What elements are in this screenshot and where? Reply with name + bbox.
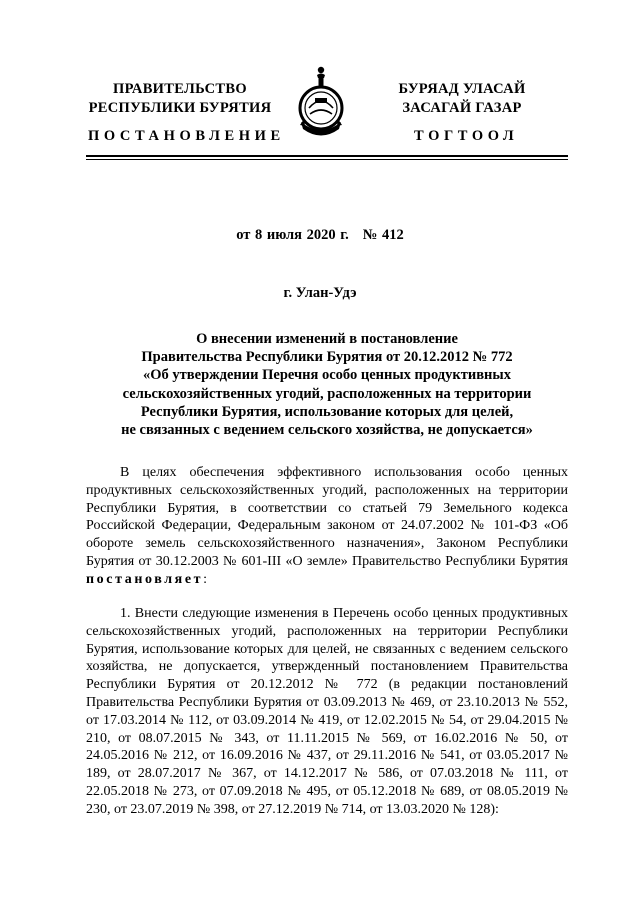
- header-left-line2: РЕСПУБЛИКИ БУРЯТИЯ: [88, 100, 272, 116]
- doc-type-left: ПОСТАНОВЛЕНИЕ: [88, 128, 285, 144]
- header-left-block: [50, 80, 310, 118]
- header-left-line1: ПРАВИТЕЛЬСТВО: [113, 81, 247, 97]
- doc-date: от 8 июля 2020 г.: [236, 227, 349, 243]
- body-paragraph-2: [86, 605, 568, 819]
- header-right-line2: ЗАСАГАЙ ГАЗАР: [402, 100, 522, 116]
- title-line: не связанных с ведением сельского хозяйства, не допускается»: [121, 422, 533, 439]
- title-line: сельскохозяйственных угодий, расположенных на территории: [122, 385, 532, 402]
- body-paragraph-1: [86, 464, 568, 589]
- title-line: Правительства Республики Бурятия от 20.12.2012 № 772: [141, 349, 513, 366]
- header-right-block: [332, 80, 592, 118]
- doc-type-right: ТОГТООЛ: [414, 128, 519, 144]
- p2-text: 1. Внести следующие изменения в Перечень особо ценных продуктивных сельскохозяйственных угодий, расположенных на территории Республики Бурятия, использование которых для целей, не связанных с ведением сельского хозяйства, не допускается, утвержденный постановлением Правительства Республики Бурятия от 20.12.2012 № 772 (в редакции постановлений Правительства Республики Бурятия от 03.09.2013 № 469, от 23.10.2013 № 552, от 17.03.2014 № 112, от 03.09.2014 № 419, от 12.02.2015 № 54, от 29.04.2015 № 210, от 08.07.2015 № 343, от 11.11.2015 № 569, от 16.02.2016 № 50, от 24.05.2016 № 212, от 16.09.2016 № 437, от 29.11.2016 № 541, от 03.05.2017 № 189, от 28.07.2017 № 367, от 14.12.2017 № 586, от 07.03.2018 № 111, от 22.05.2018 № 273, от 07.09.2018 № 495, от 05.12.2018 № 689, от 08.05.2019 № 230, от 23.07.2019 № 398, от 27.12.2019 № 714, от 13.03.2020 № 128):: [86, 606, 568, 817]
- date-line: [0, 227, 640, 244]
- title-line: Республики Бурятия, использование которых для целей,: [140, 403, 514, 420]
- doc-title: [86, 330, 568, 439]
- doc-number: № 412: [362, 227, 404, 243]
- header-rule-thick: [86, 155, 568, 157]
- p1-emphasis: постановляет: [86, 571, 204, 587]
- header-right-line1: БУРЯАД УЛАСАЙ: [398, 81, 526, 97]
- title-line: «Об утверждении Перечня особо ценных продуктивных: [143, 367, 511, 384]
- doc-city: г. Улан-Удэ: [283, 285, 357, 301]
- p1-end: :: [203, 571, 208, 587]
- p1-text: В целях обеспечения эффективного использования особо ценных продуктивных сельскохозяйственных угодий, расположенных на территории Республики Бурятия, в соответствии со статьей 79 Земельного кодекса Российской Федерации, Федеральным законом от 24.07.2002 № 101-ФЗ «Об обороте земель сельскохозяйственного назначения», Законом Республики Бурятия от 30.12.2003 № 601-III «О земле» Правительство Республики Бурятия: [86, 465, 568, 569]
- title-line: О внесении изменений в постановление: [196, 331, 458, 347]
- header-rule-thin: [86, 159, 568, 160]
